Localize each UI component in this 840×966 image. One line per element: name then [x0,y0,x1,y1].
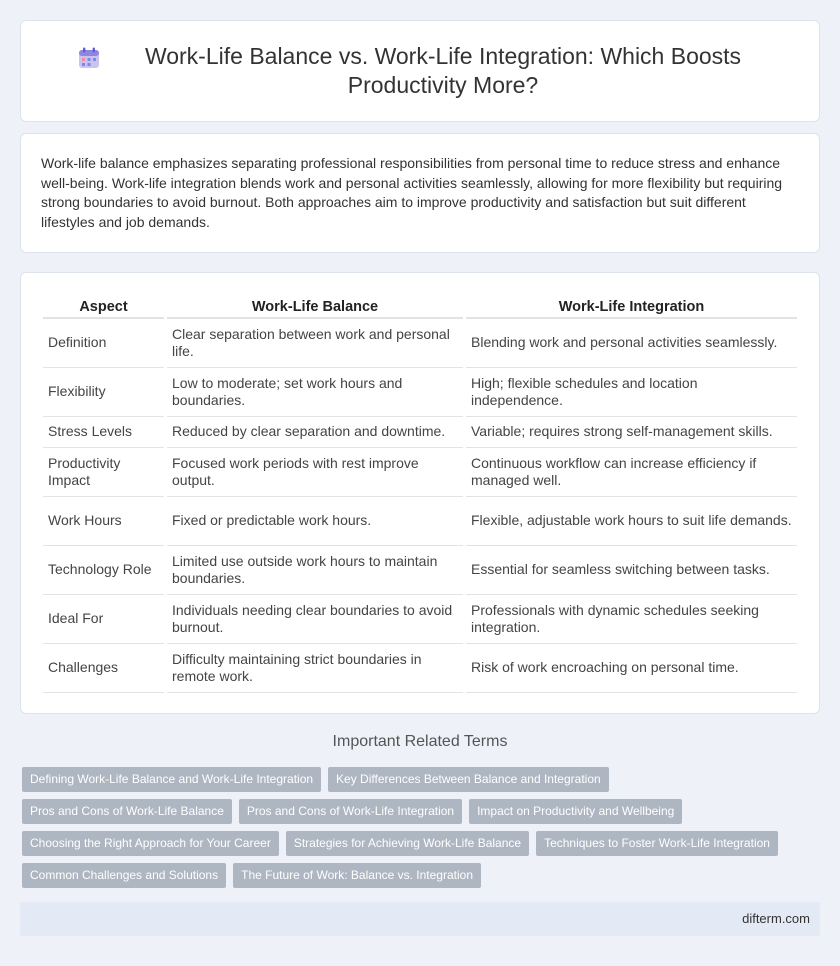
related-terms-list [22,767,822,888]
row-integration: Flexible, adjustable work hours to suit life demands. [466,497,797,546]
row-aspect: Productivity Impact [43,448,164,497]
related-term-tag[interactable]: Impact on Productivity and Wellbeing [469,799,682,824]
table-row [43,497,797,546]
row-integration: Professionals with dynamic schedules seeking integration. [466,595,797,644]
row-balance: Low to moderate; set work hours and boundaries. [167,368,463,417]
page-title: Work-Life Balance vs. Work-Life Integration: Which Boosts Productivity More? [144,43,742,98]
intro-card [20,133,820,253]
header-balance: Work-Life Balance [167,295,463,319]
footer [20,902,820,936]
table-header-row [43,295,797,319]
row-balance: Reduced by clear separation and downtime. [167,417,463,448]
row-aspect: Stress Levels [43,417,164,448]
table-row [43,448,797,497]
related-term-tag[interactable]: Pros and Cons of Work-Life Balance [22,799,232,824]
calendar-icon [77,46,101,70]
footer-site[interactable]: difterm.com [742,911,810,926]
row-aspect: Work Hours [43,497,164,546]
table-row [43,595,797,644]
table-row [43,319,797,368]
row-balance: Difficulty maintaining strict boundaries in remote work. [167,644,463,693]
related-term-tag[interactable]: Common Challenges and Solutions [22,863,226,888]
table-row [43,368,797,417]
related-term-tag[interactable]: The Future of Work: Balance vs. Integration [233,863,481,888]
header-aspect: Aspect [43,295,164,319]
related-term-tag[interactable]: Strategies for Achieving Work-Life Balance [286,831,529,856]
row-aspect: Technology Role [43,546,164,595]
comparison-card [20,272,820,714]
related-term-tag[interactable]: Techniques to Foster Work-Life Integration [536,831,778,856]
row-integration: Variable; requires strong self-management skills. [466,417,797,448]
row-integration: Continuous workflow can increase efficiency if managed well. [466,448,797,497]
intro-text: Work-life balance emphasizes separating professional responsibilities from personal time to reduce stress and enhance well-being. Work-life integration blends work and personal activities seamlessly, allowing for more flexibility but requiring strong boundaries to avoid burnout. Both approaches aim to improve productivity and satisfaction but suit different lifestyles and job demands. [41,155,783,230]
title-wrap [70,42,770,100]
row-balance: Clear separation between work and personal life. [167,319,463,368]
related-terms-title: Important Related Terms [332,733,508,750]
row-aspect: Challenges [43,644,164,693]
row-balance: Focused work periods with rest improve output. [167,448,463,497]
row-aspect: Definition [43,319,164,368]
table-row [43,417,797,448]
row-integration: Risk of work encroaching on personal time. [466,644,797,693]
row-balance: Limited use outside work hours to maintain boundaries. [167,546,463,595]
row-integration: High; flexible schedules and location independence. [466,368,797,417]
row-balance: Individuals needing clear boundaries to avoid burnout. [167,595,463,644]
row-integration: Blending work and personal activities seamlessly. [466,319,797,368]
row-aspect: Ideal For [43,595,164,644]
comparison-table [40,295,800,693]
related-term-tag[interactable]: Defining Work-Life Balance and Work-Life Integration [22,767,321,792]
related-term-tag[interactable]: Pros and Cons of Work-Life Integration [239,799,462,824]
table-row [43,546,797,595]
related-term-tag[interactable]: Key Differences Between Balance and Integration [328,767,609,792]
row-integration: Essential for seamless switching between tasks. [466,546,797,595]
related-term-tag[interactable]: Choosing the Right Approach for Your Career [22,831,279,856]
row-balance: Fixed or predictable work hours. [167,497,463,546]
header-integration: Work-Life Integration [466,295,797,319]
row-aspect: Flexibility [43,368,164,417]
table-row [43,644,797,693]
title-card [20,20,820,122]
